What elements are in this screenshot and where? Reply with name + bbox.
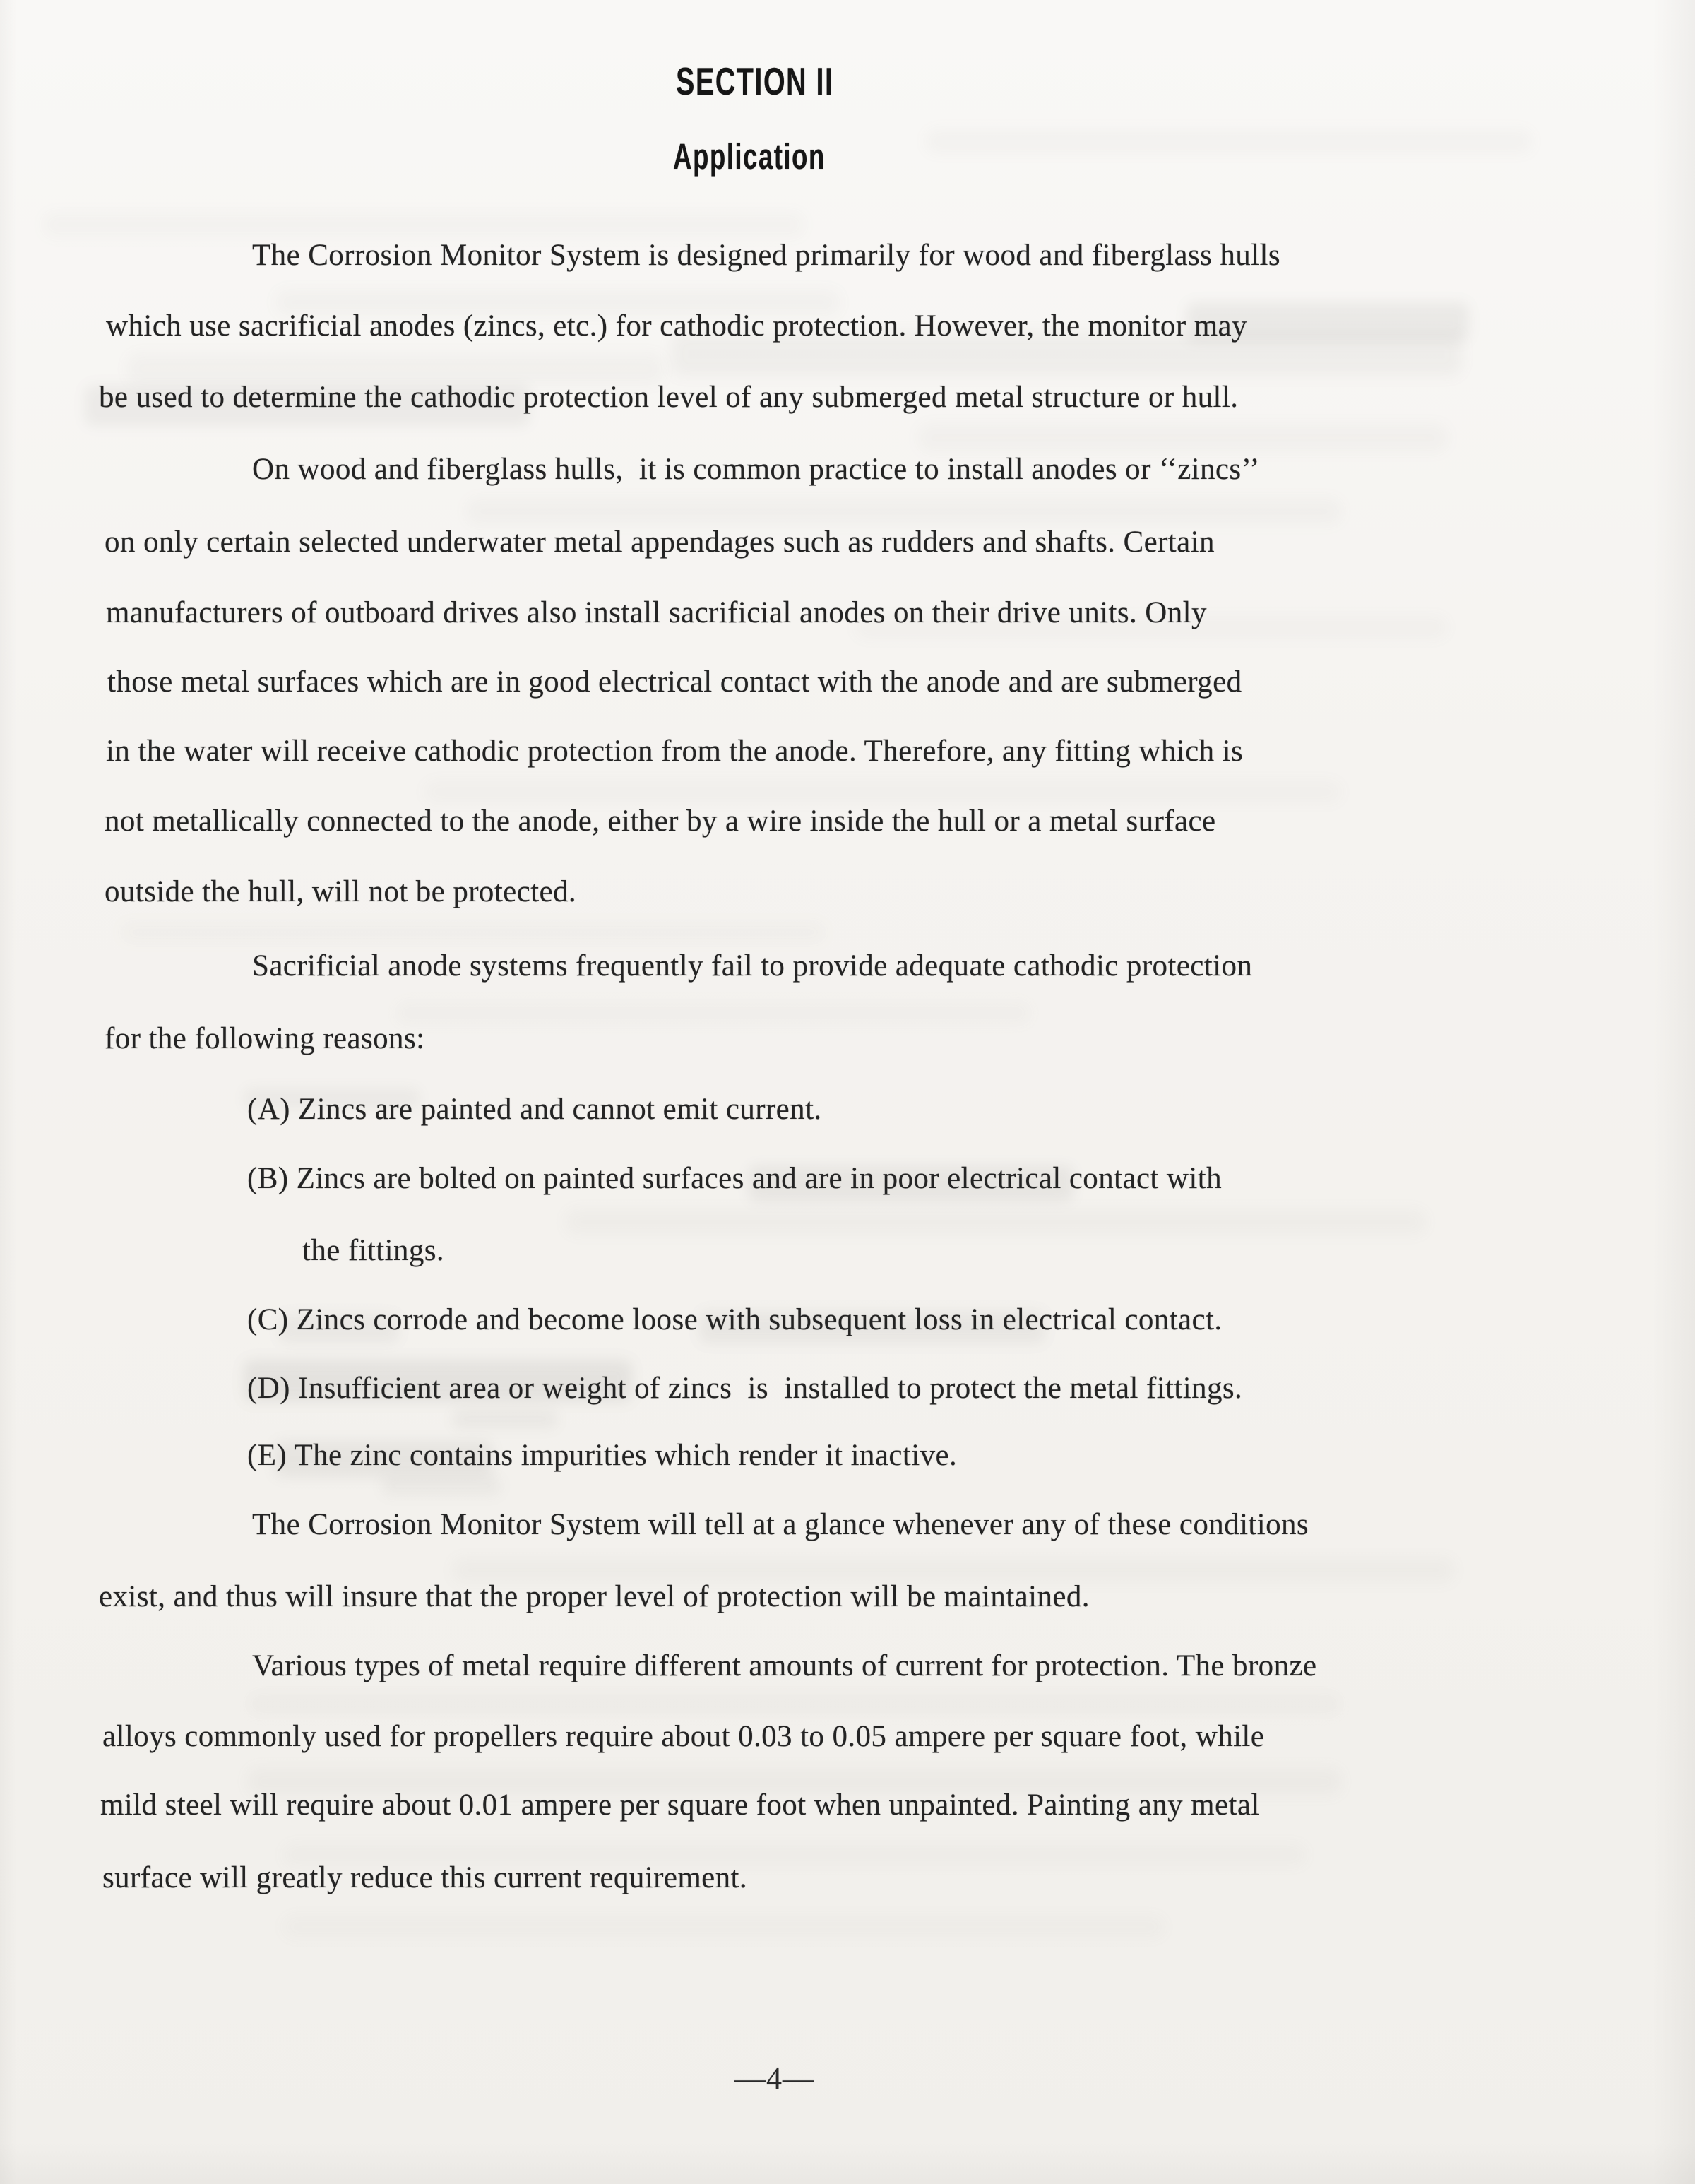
- body-line-p2-3: manufacturers of outboard drives also install sacrificial anodes on their drive units. Only: [106, 596, 1207, 629]
- bleed-through-artifact: [925, 129, 1533, 153]
- bleed-through-artifact: [396, 1002, 1031, 1024]
- bleed-through-artifact: [120, 922, 826, 943]
- list-item-a: (A) Zincs are painted and cannot emit current.: [247, 1093, 822, 1126]
- bleed-through-artifact: [918, 424, 1448, 452]
- body-line-p2-4: those metal surfaces which are in good electrical contact with the anode and are submerged: [107, 665, 1242, 699]
- list-item-b-2: the fittings.: [302, 1234, 445, 1267]
- bleed-through-artifact: [127, 353, 664, 384]
- body-line-p2-6: not metallically connected to the anode, either by a wire inside the hull or a metal surface: [105, 805, 1216, 838]
- section-subtitle: Application: [673, 136, 826, 177]
- list-item-c: (C) Zincs corrode and become loose with subsequent loss in electrical contact.: [247, 1303, 1223, 1336]
- list-item-d: (D) Insufficient area or weight of zincs is installed to protect the metal fittings.: [247, 1372, 1243, 1405]
- bleed-through-artifact: [247, 1692, 1342, 1716]
- bleed-through-artifact: [565, 1209, 1427, 1235]
- list-item-b: (B) Zincs are bolted on painted surfaces and are in poor electrical contact with: [247, 1162, 1222, 1195]
- body-line-p4-1: The Corrosion Monitor System will tell at a glance whenever any of these conditions: [252, 1508, 1309, 1541]
- page-number: —4—: [734, 2061, 814, 2096]
- body-line-p5-4: surface will greatly reduce this current requirement.: [102, 1861, 748, 1894]
- body-line-p5-3: mild steel will require about 0.01 ampere per square foot when unpainted. Painting any metal: [100, 1788, 1260, 1822]
- body-line-p5-2: alloys commonly used for propellers require about 0.03 to 0.05 ampere per square foot, while: [102, 1720, 1265, 1753]
- body-line-p4-2: exist, and thus will insure that the proper level of protection will be maintained.: [99, 1580, 1090, 1613]
- body-line-p1-2: which use sacrificial anodes (zincs, etc.) for cathodic protection. However, the monitor may: [106, 309, 1247, 343]
- smudge-artifact: [452, 1409, 558, 1429]
- body-line-p1-3: be used to determine the cathodic protection level of any submerged metal structure or hull.: [99, 381, 1239, 414]
- bleed-through-artifact: [452, 1557, 1455, 1583]
- section-title: SECTION II: [676, 59, 834, 103]
- smudge-artifact: [381, 1476, 501, 1496]
- bleed-through-artifact: [282, 1916, 1165, 1938]
- scan-edge-shading: [0, 2142, 1695, 2184]
- bleed-through-artifact: [466, 498, 1342, 525]
- body-line-p3-2: for the following reasons:: [105, 1022, 425, 1055]
- scan-edge-shading: [0, 0, 17, 2184]
- bleed-through-artifact: [42, 212, 805, 237]
- list-item-e: (E) The zinc contains impurities which render it inactive.: [247, 1439, 958, 1472]
- body-line-p2-5: in the water will receive cathodic protection from the anode. Therefore, any fitting which is: [106, 735, 1244, 768]
- body-line-p2-7: outside the hull, will not be protected.: [105, 875, 577, 908]
- bleed-through-artifact: [424, 781, 1342, 803]
- body-line-p2-1: On wood and fiberglass hulls, it is common practice to install anodes or ‘‘zincs’’: [252, 453, 1260, 486]
- body-line-p2-2: on only certain selected underwater metal appendages such as rudders and shafts. Certain: [105, 526, 1215, 559]
- body-line-p3-1: Sacrificial anode systems frequently fail to provide adequate cathodic protection: [252, 949, 1253, 983]
- body-line-p1-1: The Corrosion Monitor System is designed primarily for wood and fiberglass hulls: [252, 239, 1281, 272]
- body-line-p5-1: Various types of metal require different amounts of current for protection. The bronze: [252, 1649, 1317, 1682]
- scan-edge-shading: [1653, 0, 1695, 2184]
